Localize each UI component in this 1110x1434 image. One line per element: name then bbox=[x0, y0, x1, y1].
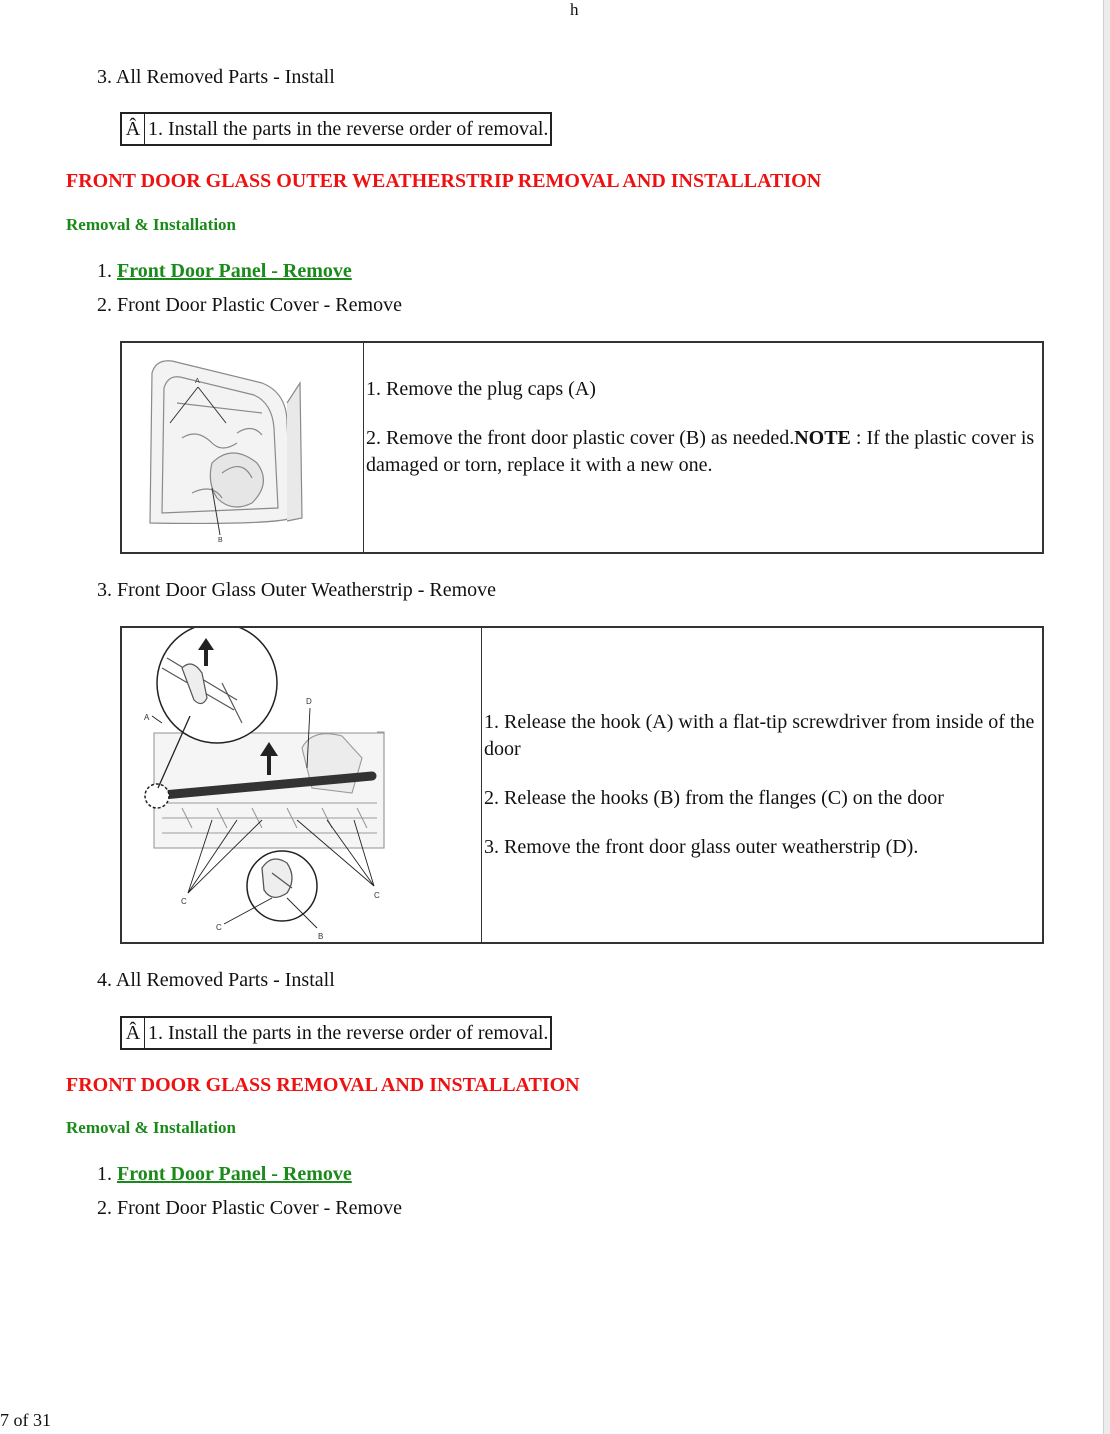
front-door-panel-remove-link[interactable]: Front Door Panel - Remove bbox=[117, 260, 352, 282]
note-text: 1. Install the parts in the reverse order of removal. bbox=[148, 1022, 549, 1044]
figure-label-c: C bbox=[374, 891, 380, 900]
procedure-table-weatherstrip bbox=[120, 626, 1044, 944]
note-box bbox=[120, 1016, 552, 1050]
note-label: NOTE bbox=[794, 427, 851, 449]
instruction-line: 2. Release the hooks (B) from the flanges (C) on the door bbox=[484, 787, 944, 809]
step-label: Front Door Plastic Cover - Remove bbox=[117, 294, 402, 316]
step-number: 1. bbox=[97, 1163, 112, 1185]
figure-label-d: D bbox=[306, 697, 312, 706]
step-item bbox=[97, 1197, 402, 1220]
step-label: All Removed Parts - Install bbox=[115, 969, 335, 991]
note-glyph: Â bbox=[122, 114, 145, 144]
section-subtitle: Removal & Installation bbox=[66, 1118, 236, 1137]
figure-label-b: B bbox=[218, 537, 223, 544]
step-item bbox=[97, 1163, 352, 1186]
step-number: 1. bbox=[97, 260, 112, 282]
step-item bbox=[97, 66, 335, 89]
step-item bbox=[97, 969, 335, 992]
header-mark: h bbox=[570, 0, 579, 19]
step-label: Front Door Plastic Cover - Remove bbox=[117, 1197, 402, 1219]
figure-label-c: C bbox=[181, 897, 187, 906]
step-item bbox=[97, 294, 402, 317]
instruction-text: : If the plastic cover is damaged or torn, replace it with a new one. bbox=[366, 427, 1035, 476]
step-number: 2. bbox=[97, 294, 112, 316]
weatherstrip-illustration bbox=[122, 628, 480, 942]
figure-label-b: B bbox=[318, 932, 324, 941]
section-subtitle: Removal & Installation bbox=[66, 215, 236, 234]
note-box bbox=[120, 112, 552, 146]
note-glyph: Â bbox=[122, 1018, 145, 1048]
instruction-text: 2. Remove the front door plastic cover (B) as needed. bbox=[366, 427, 795, 449]
step-number: 2. bbox=[97, 1197, 112, 1219]
step-number: 4. bbox=[97, 969, 112, 991]
instruction-line: 3. Remove the front door glass outer weatherstrip (D). bbox=[484, 836, 919, 858]
step-number: 3. bbox=[97, 579, 112, 601]
step-label: Front Door Glass Outer Weatherstrip - Remove bbox=[117, 579, 497, 601]
page-edge bbox=[1103, 0, 1110, 1434]
section-title: FRONT DOOR GLASS REMOVAL AND INSTALLATION bbox=[66, 1074, 580, 1096]
door-plastic-cover-illustration bbox=[122, 343, 362, 552]
front-door-panel-remove-link[interactable]: Front Door Panel - Remove bbox=[117, 1163, 352, 1185]
page-number: 7 of 31 bbox=[0, 1410, 51, 1430]
figure-label-c: C bbox=[216, 923, 222, 932]
figure-cell bbox=[122, 628, 482, 942]
instruction-line: 1. Remove the plug caps (A) bbox=[366, 378, 596, 400]
figure-cell bbox=[122, 343, 364, 552]
procedure-table-plastic-cover bbox=[120, 341, 1044, 554]
note-text: 1. Install the parts in the reverse order of removal. bbox=[148, 118, 549, 140]
step-item bbox=[97, 260, 352, 283]
instruction-cell bbox=[364, 343, 1042, 552]
instruction-line bbox=[366, 425, 1038, 479]
step-item bbox=[97, 579, 496, 602]
step-number: 3. bbox=[97, 66, 112, 88]
figure-label-a: A bbox=[195, 378, 200, 385]
instruction-cell bbox=[482, 628, 1042, 942]
instruction-line: 1. Release the hook (A) with a flat-tip screwdriver from inside of the door bbox=[484, 711, 1035, 760]
section-title: FRONT DOOR GLASS OUTER WEATHERSTRIP REMOVAL AND INSTALLATION bbox=[66, 170, 822, 192]
figure-label-a: A bbox=[144, 713, 150, 722]
step-label: All Removed Parts - Install bbox=[115, 66, 335, 88]
